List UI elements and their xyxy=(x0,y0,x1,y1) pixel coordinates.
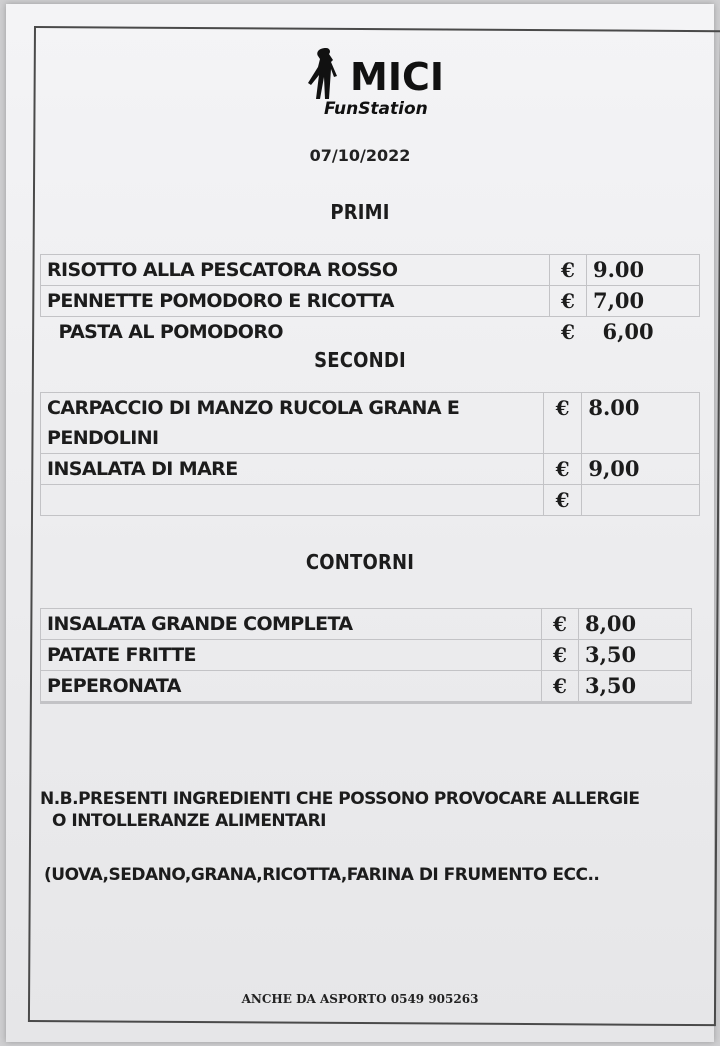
logo-graphic xyxy=(294,42,454,122)
currency-symbol: € xyxy=(543,393,582,454)
dish-name: CARPACCIO DI MANZO RUCOLA GRANA E PENDOLINI xyxy=(41,393,544,454)
currency-symbol: € xyxy=(542,671,579,702)
dish-name: INSALATA GRANDE COMPLETA xyxy=(41,609,542,640)
currency-symbol: € xyxy=(542,640,579,671)
table-row xyxy=(41,671,692,702)
table-row xyxy=(41,703,692,704)
dish-price: 6,00 xyxy=(602,319,654,344)
currency-symbol xyxy=(542,703,579,704)
dish-price xyxy=(579,703,692,704)
dish-price: 9.00 xyxy=(587,255,700,286)
allergen-examples: (UOVA,SEDANO,GRANA,RICOTTA,FARINA DI FRUMENTO ECC.. xyxy=(44,865,600,885)
currency-symbol: € xyxy=(543,454,582,485)
currency-symbol: € xyxy=(542,609,579,640)
allergy-note-line2: O INTOLLERANZE ALIMENTARI xyxy=(52,811,327,831)
primi-table xyxy=(40,254,700,347)
dish-name: PEPERONATA xyxy=(41,671,542,702)
logo-brand-text: MICI xyxy=(350,55,444,99)
dish-price: 9,00 xyxy=(582,454,700,485)
dish-name: PASTA AL POMODORO xyxy=(58,321,283,343)
menu-sheet xyxy=(6,4,714,1042)
allergy-note-line1: N.B.PRESENTI INGREDIENTI CHE POSSONO PROVOCARE ALLERGIE xyxy=(40,789,640,809)
currency-symbol: € xyxy=(543,485,582,516)
dish-name: PENNETTE POMODORO E RICOTTA xyxy=(41,286,550,317)
dish-price: 7,00 xyxy=(587,286,700,317)
menu-date: 07/10/2022 xyxy=(309,146,411,165)
currency-symbol: € xyxy=(550,286,587,317)
table-row xyxy=(41,393,700,454)
table-row xyxy=(41,255,700,286)
table-row xyxy=(41,317,700,348)
table-row xyxy=(41,609,692,640)
amici-logo xyxy=(294,42,454,122)
table-row xyxy=(41,286,700,317)
dish-price: 3,50 xyxy=(579,671,692,702)
dish-name: PATATE FRITTE xyxy=(41,640,542,671)
dish-name: INSALATA DI MARE xyxy=(41,454,544,485)
currency-symbol: € xyxy=(550,255,587,286)
dish-price xyxy=(582,485,700,516)
dish-name xyxy=(41,485,544,516)
dish-price: 3,50 xyxy=(579,640,692,671)
secondi-table xyxy=(40,392,700,516)
currency-symbol: € xyxy=(561,320,575,344)
dish-name: RISOTTO ALLA PESCATORA ROSSO xyxy=(41,255,550,286)
contorni-table xyxy=(40,608,692,704)
section-title-secondi: SECONDI xyxy=(314,348,406,372)
section-title-contorni: CONTORNI xyxy=(305,550,415,574)
table-row xyxy=(41,454,700,485)
dish-name xyxy=(41,703,542,704)
table-row xyxy=(41,485,700,516)
section-title-primi: PRIMI xyxy=(330,200,390,224)
logo-sub-text: FunStation xyxy=(324,99,428,119)
dish-price: 8,00 xyxy=(579,609,692,640)
dish-price: 8.00 xyxy=(582,393,700,454)
takeaway-phone: ANCHE DA ASPORTO 0549 905263 xyxy=(241,992,479,1006)
table-row xyxy=(41,640,692,671)
